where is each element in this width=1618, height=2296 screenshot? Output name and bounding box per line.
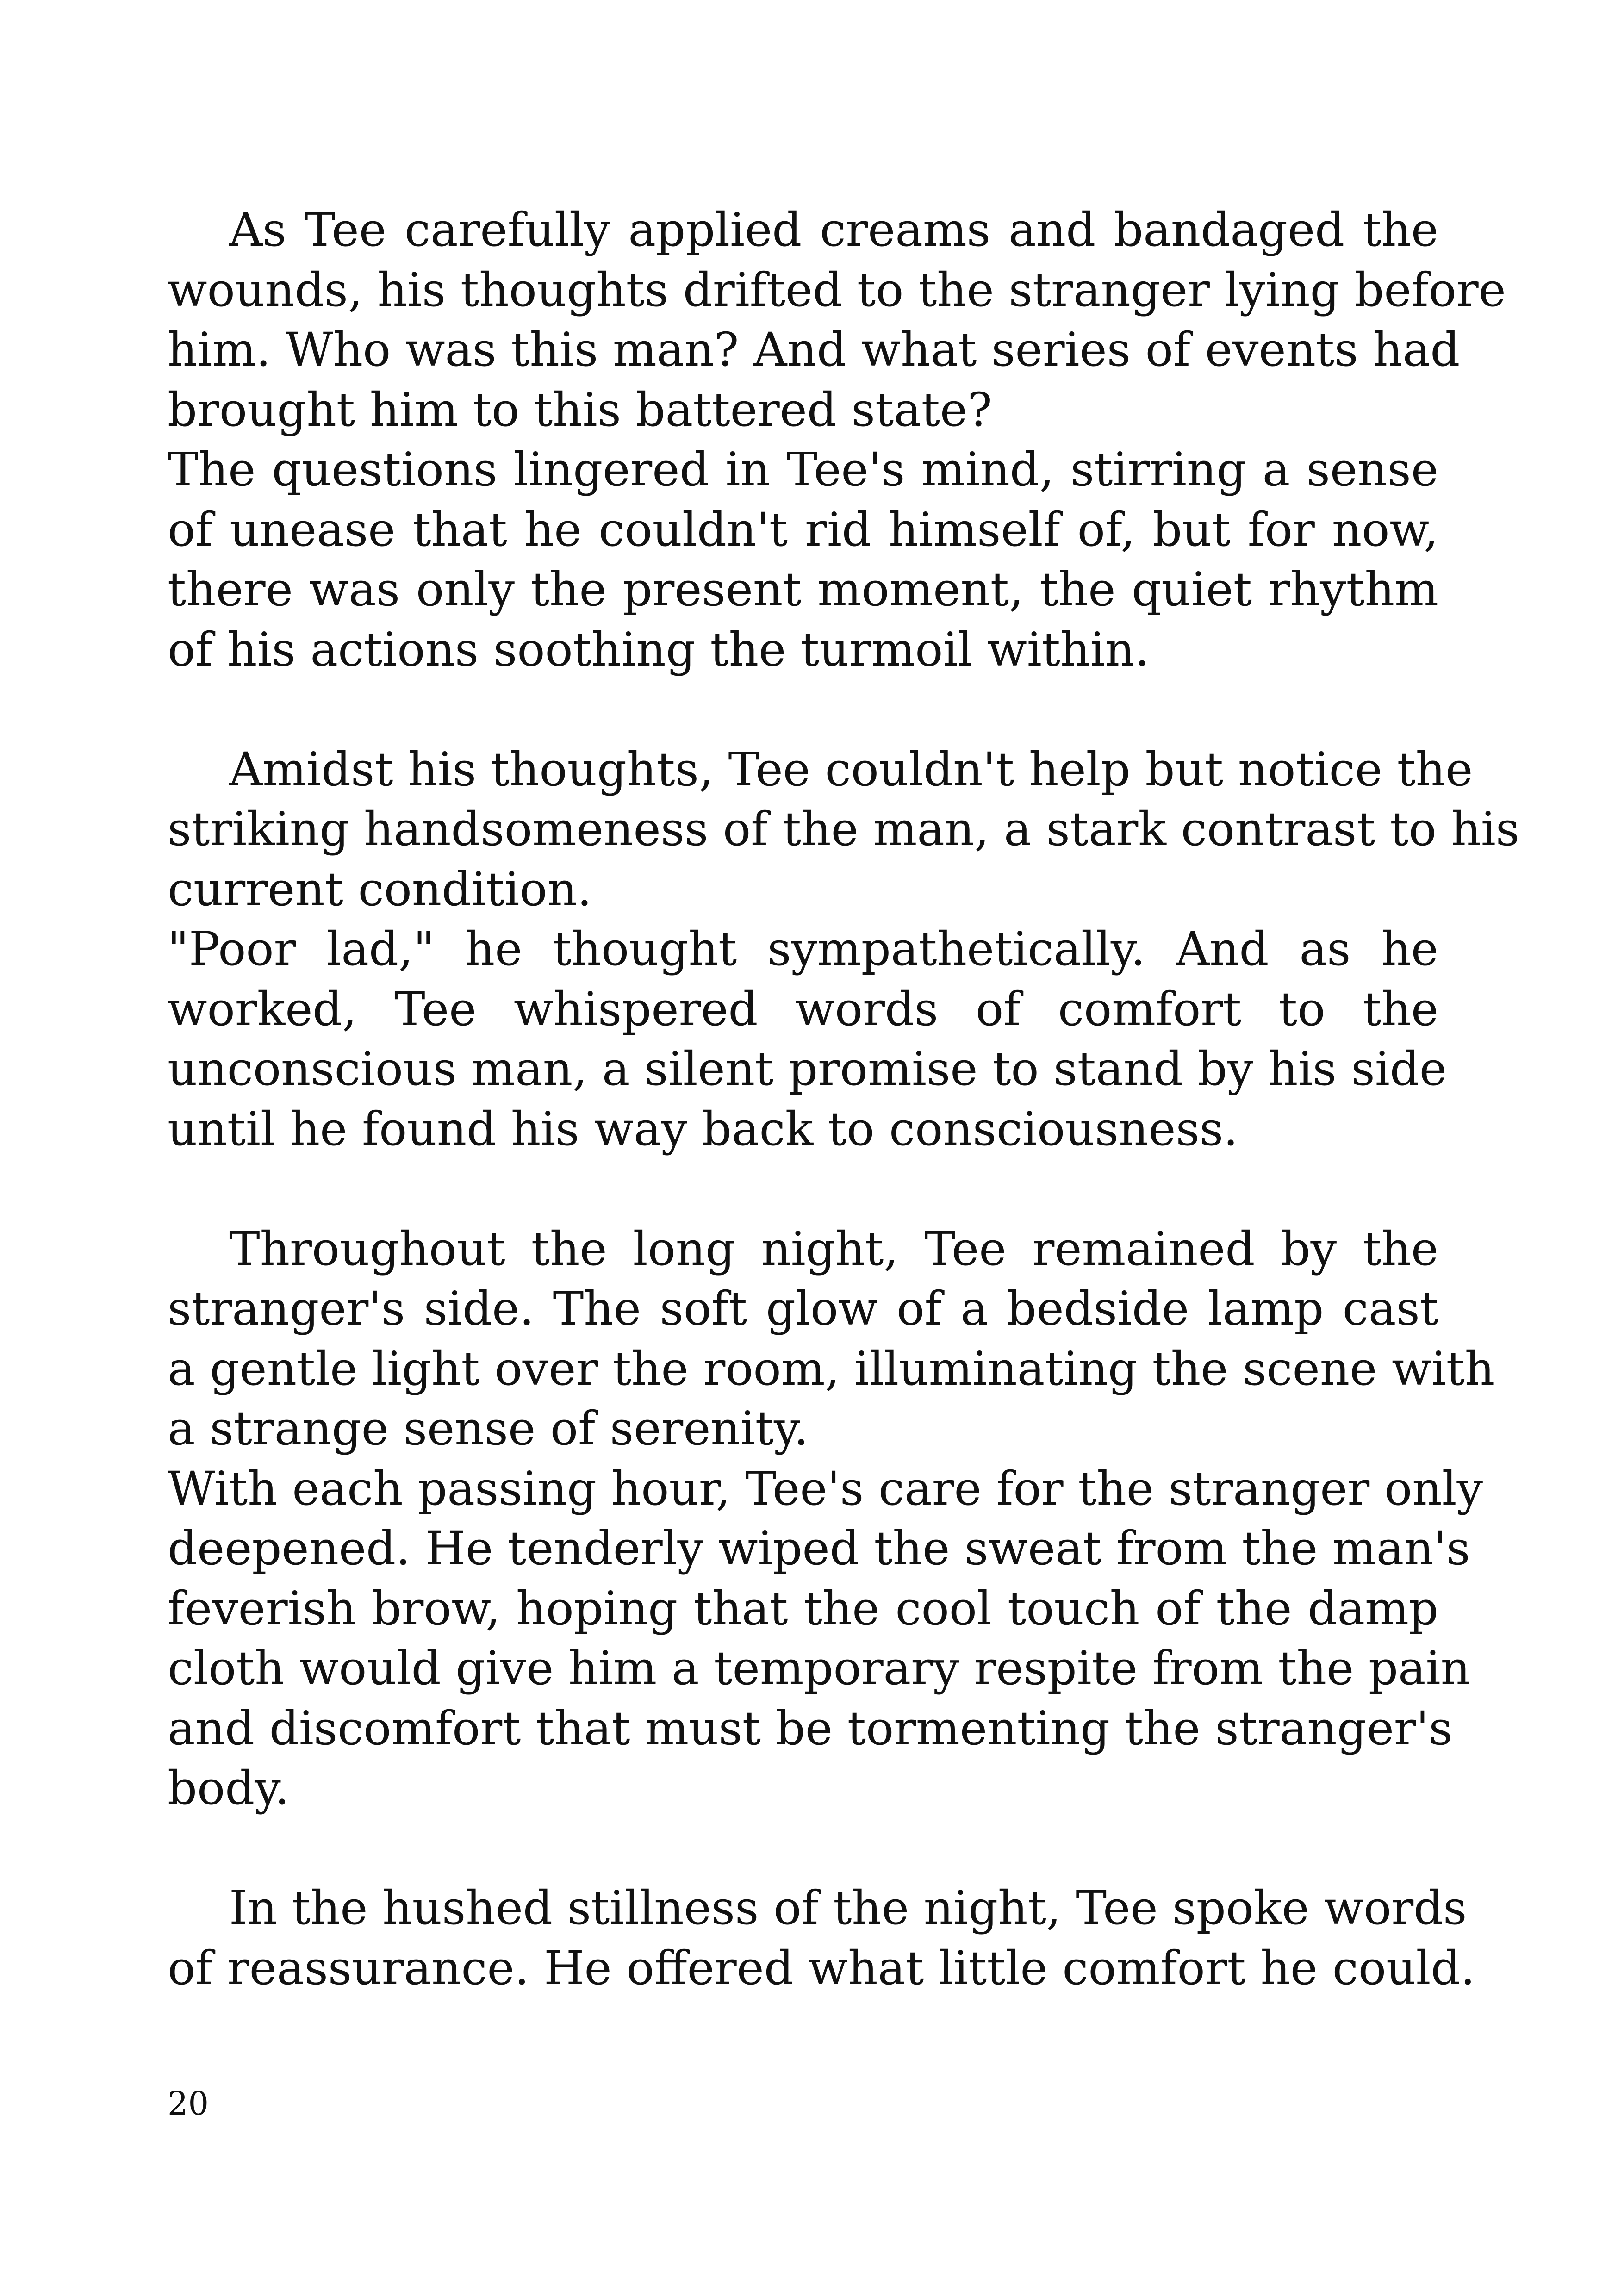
text-line: a strange sense of serenity.	[168, 1401, 809, 1456]
paragraph-gap	[168, 1818, 1438, 1879]
text-line: The questions lingered in Tee's mind, stirring a sense	[168, 442, 1438, 497]
text-line: Amidst his thoughts, Tee couldn't help but notice the	[229, 742, 1473, 796]
body-text	[168, 200, 1520, 1998]
text-line: cloth would give him a temporary respite from the pain	[168, 1641, 1470, 1695]
text-line: of reassurance. He offered what little comfort he could.	[168, 1941, 1475, 1995]
text-line: a gentle light over the room, illuminating the scene with	[168, 1341, 1495, 1396]
text-line: feverish brow, hoping that the cool touch of the damp	[168, 1581, 1438, 1636]
text-line: of unease that he couldn't rid himself of, but for now,	[168, 502, 1438, 557]
text-line: unconscious man, a silent promise to stand by his side	[168, 1042, 1447, 1096]
paragraph-gap	[168, 1159, 1438, 1219]
text-line: until he found his way back to consciousness.	[168, 1101, 1238, 1156]
text-line: Throughout the long night, Tee remained by the	[229, 1221, 1438, 1276]
text-line: current condition.	[168, 862, 592, 916]
page-number: 20	[168, 2084, 209, 2122]
text-line: worked, Tee whispered words of comfort to the	[168, 982, 1438, 1036]
text-line: brought him to this battered state?	[168, 382, 992, 437]
text-line: body.	[168, 1761, 290, 1815]
text-line: With each passing hour, Tee's care for the stranger only	[168, 1461, 1483, 1516]
text-line: In the hushed stillness of the night, Tee spoke words	[229, 1881, 1467, 1935]
text-line: "Poor lad," he thought sympathetically. And as he	[168, 922, 1438, 976]
paragraph-gap	[168, 679, 1438, 740]
text-line: him. Who was this man? And what series of events had	[168, 323, 1460, 377]
text-line: deepened. He tenderly wiped the sweat from the man's	[168, 1521, 1470, 1575]
text-line: striking handsomeness of the man, a stark contrast to his	[168, 802, 1520, 856]
text-line: As Tee carefully applied creams and bandaged the	[229, 203, 1438, 257]
text-line: and discomfort that must be tormenting the stranger's	[168, 1701, 1453, 1755]
text-line: wounds, his thoughts drifted to the stranger lying before	[168, 262, 1506, 317]
text-line: there was only the present moment, the quiet rhythm	[168, 562, 1438, 616]
text-line: of his actions soothing the turmoil within.	[168, 622, 1150, 677]
text-line: stranger's side. The soft glow of a bedside lamp cast	[168, 1282, 1438, 1336]
